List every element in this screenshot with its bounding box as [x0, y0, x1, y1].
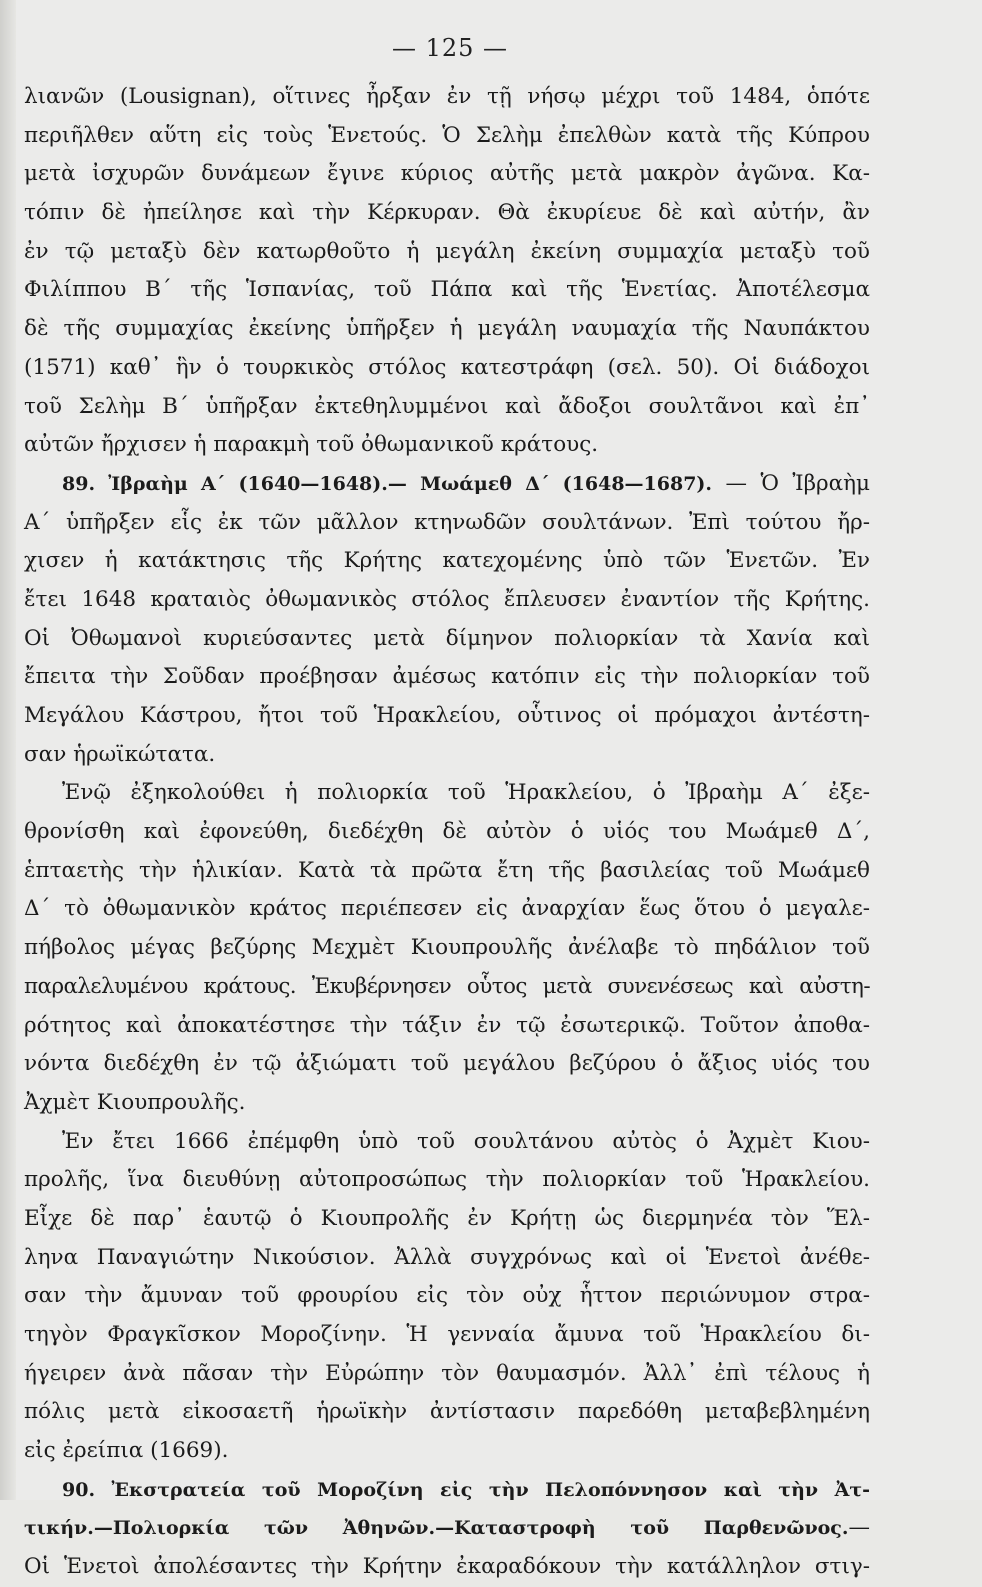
line-text: νόντα διεδέχθη ἐν τῷ ἀξιώματι τοῦ μεγάλου βεζύρου ὁ ἄξιος υἱός του: [24, 1051, 870, 1077]
text-line: [24, 620, 870, 659]
line-text: Ἀχμὲτ Κιουπρουλῆς.: [24, 1089, 246, 1115]
text-line: [24, 1471, 870, 1510]
line-text: ληνα Παναγιώτην Νικούσιον. Ἀλλὰ συγχρόνως καὶ οἱ Ἑνετοὶ ἀνέθε-: [24, 1244, 870, 1270]
line-text: παραλελυμένου κράτους. Ἐκυβέρνησεν οὗτος μετὰ συνενέσεως καὶ αὐστη-: [24, 973, 870, 999]
text-line: [24, 774, 870, 813]
line-text: δὲ τῆς συμμαχίας ἐκείνης ὑπῆρξεν ἡ μεγάλη ναυμαχία τῆς Ναυπάκτου: [24, 316, 870, 342]
text-line: [24, 388, 870, 427]
line-text: αὐτῶν ἤρχισεν ἡ παρακμὴ τοῦ ὀθωμανικοῦ κράτους.: [24, 432, 599, 458]
text-line: [24, 271, 870, 310]
text-line: [24, 1277, 870, 1316]
text-line: [24, 697, 870, 736]
page-number: — 125 —: [391, 34, 509, 62]
text-line: [24, 1393, 870, 1432]
line-text: ἔπειτα τὴν Σοῦδαν προέβησαν ἀμέσως κατόπιν εἰς τὴν πολιορκίαν τοῦ: [24, 664, 870, 690]
text-line: [24, 1084, 870, 1123]
line-text: Φιλίππου Β΄ τῆς Ἱσπανίας, τοῦ Πάπα καὶ τῆς Ἑνετίας. Ἀποτέλεσμα: [24, 277, 870, 303]
line-text: Εἶχε δὲ παρ᾽ ἑαυτῷ ὁ Κιουπρολῆς ἐν Κρήτῃ ὡς διερμηνέα τὸν Ἕλ-: [24, 1205, 870, 1231]
text-line: [24, 117, 870, 156]
text-line: [24, 465, 870, 504]
line-text: σαν τὴν ἄμυναν τοῦ φρουρίου εἰς τὸν οὐχ ἧττον περιώνυμον στρα-: [24, 1283, 870, 1309]
line-text: ἑπταετὴς τὴν ἡλικίαν. Κατὰ τὰ πρῶτα ἔτη τῆς βασιλείας τοῦ Μωάμεθ: [24, 857, 870, 883]
line-text: Α΄ ὑπῆρξεν εἷς ἐκ τῶν μᾶλλον κτηνωδῶν σουλτάνων. Ἐπὶ τούτου ἤρ-: [24, 509, 870, 535]
line-text: περιῆλθεν αὕτη εἰς τοὺς Ἑνετούς. Ὁ Σελὴμ ἐπελθὼν κατὰ τῆς Κύπρου: [24, 122, 870, 148]
text-line: [24, 194, 870, 233]
text-line: [24, 542, 870, 581]
text-line: [24, 736, 870, 775]
line-text: —: [848, 1515, 870, 1541]
text-line: [24, 813, 870, 852]
text-line: [24, 581, 870, 620]
text-line: [24, 426, 870, 465]
text-line: [24, 929, 870, 968]
binding-edge: [0, 0, 16, 1500]
section-heading: 90. Ἐκστρατεία τοῦ Μοροζίνη εἰς τὴν Πελοπόννησον καὶ τὴν Ἀτ-: [62, 1478, 870, 1501]
line-text: Δ΄ τὸ ὀθωμανικὸν κράτος περιέπεσεν εἰς ἀναρχίαν ἕως ὅτου ὁ μεγαλε-: [24, 896, 870, 922]
text-line: [24, 1316, 870, 1355]
line-text: — Ὁ Ἰβραὴμ: [712, 470, 871, 496]
line-text: τόπιν δὲ ἠπείλησε καὶ τὴν Κέρκυραν. Θὰ ἐκυρίευε δὲ καὶ αὐτήν, ἂν: [24, 200, 870, 226]
text-line: [24, 1548, 870, 1587]
text-line: [24, 349, 870, 388]
line-text: πήβολος μέγας βεζύρης Μεχμὲτ Κιουπρουλῆς ἀνέλαβε τὸ πηδάλιον τοῦ: [24, 935, 870, 961]
text-line: [24, 890, 870, 929]
line-text: προλῆς, ἵνα διευθύνῃ αὐτοπροσώπως τὴν πολιορκίαν τοῦ Ἡρακλείου.: [24, 1167, 870, 1193]
line-text: Ἐνῷ ἐξηκολούθει ἡ πολιορκία τοῦ Ἡρακλείου, ὁ Ἰβραὴμ Α΄ ἐξε-: [62, 780, 870, 806]
line-text: Μεγάλου Κάστρου, ἤτοι τοῦ Ἡρακλείου, οὗτινος οἱ πρόμαχοι ἀντέστη-: [24, 703, 870, 728]
text-line: [24, 1161, 870, 1200]
line-text: Οἱ Ἑνετοὶ ἀπολέσαντες τὴν Κρήτην ἐκαραδόκουν τὴν κατάλληλον στιγ-: [24, 1554, 870, 1580]
line-text: Ἐν ἔτει 1666 ἐπέμφθη ὑπὸ τοῦ σουλτάνου αὐτὸς ὁ Ἀχμὲτ Κιου-: [62, 1128, 870, 1154]
text-line: [24, 852, 870, 891]
text-line: [24, 1007, 870, 1046]
line-text: (1571) καθ᾽ ἣν ὁ τουρκικὸς στόλος κατεστράφη (σελ. 50). Οἱ διάδοχοι: [24, 354, 870, 380]
text-line: [24, 1045, 870, 1084]
section-heading: 89. Ἰβραὴμ Α΄ (1640—1648).— Μωάμεθ Δ΄ (1648—1687).: [62, 472, 713, 495]
text-line: [24, 155, 870, 194]
line-text: πόλις μετὰ εἰκοσαετῆ ἡρωϊκὴν ἀντίστασιν παρεδόθη μεταβεβλημένη: [24, 1399, 870, 1425]
text-line: [24, 504, 870, 543]
text-line: [24, 968, 870, 1007]
line-text: Οἱ Ὀθωμανοὶ κυριεύσαντες μετὰ δίμηνον πολιορκίαν τὰ Χανία καὶ: [24, 625, 870, 651]
text-line: [24, 1509, 870, 1548]
text-line: [24, 1355, 870, 1394]
text-line: [24, 1239, 870, 1278]
line-text: ἔτει 1648 κραταιὸς ὀθωμανικὸς στόλος ἔπλευσεν ἐναντίον τῆς Κρήτης.: [24, 586, 870, 612]
text-line: [24, 1200, 870, 1239]
line-text: τοῦ Σελὴμ Β΄ ὑπῆρξαν ἐκτεθηλυμμένοι καὶ ἄδοξοι σουλτᾶνοι καὶ ἐπ᾽: [24, 393, 870, 419]
line-text: ρότητος καὶ ἀποκατέστησε τὴν τάξιν ἐν τῷ ἐσωτερικῷ. Τοῦτον ἀποθα-: [24, 1012, 870, 1038]
line-text: ἐν τῷ μεταξὺ δὲν κατωρθοῦτο ἡ μεγάλη ἐκείνη συμμαχία μεταξὺ τοῦ: [24, 238, 870, 264]
line-text: εἰς ἐρείπια (1669).: [24, 1438, 229, 1464]
line-text: θρονίσθη καὶ ἐφονεύθη, διεδέχθη δὲ αὐτὸν ὁ υἱός του Μωάμεθ Δ΄,: [24, 819, 870, 845]
line-text: λιανῶν (Lousignan), οἵτινες ἦρξαν ἐν τῇ νήσῳ μέχρι τοῦ 1484, ὁπότε: [24, 84, 870, 109]
text-line: [24, 233, 870, 272]
line-text: μετὰ ἰσχυρῶν δυνάμεων ἔγινε κύριος αὐτῆς μετὰ μακρὸν ἀγῶνα. Κα-: [24, 161, 870, 187]
text-line: [24, 310, 870, 349]
line-text: χισεν ἡ κατάκτησις τῆς Κρήτης κατεχομένης ὑπὸ τῶν Ἑνετῶν. Ἐν: [24, 548, 870, 574]
text-line: [24, 1123, 870, 1162]
line-text: ήγειρεν ἀνὰ πᾶσαν τὴν Εὐρώπην τὸν θαυμασμόν. Ἀλλ᾽ ἐπὶ τέλους ἡ: [24, 1360, 870, 1386]
line-text: σαν ἡρωϊκώτατα.: [24, 741, 216, 767]
text-line: [24, 1432, 870, 1471]
section-heading: τικήν.—Πολιορκία τῶν Ἀθηνῶν.—Καταστροφὴ τοῦ Παρθενῶνος.: [24, 1517, 849, 1540]
text-line: [24, 78, 870, 117]
line-text: τηγὸν Φραγκῖσκον Μοροζίνην. Ἡ γενναία ἄμυνα τοῦ Ἡρακλείου δι-: [24, 1322, 870, 1347]
body-text: [24, 78, 870, 1587]
text-line: [24, 658, 870, 697]
